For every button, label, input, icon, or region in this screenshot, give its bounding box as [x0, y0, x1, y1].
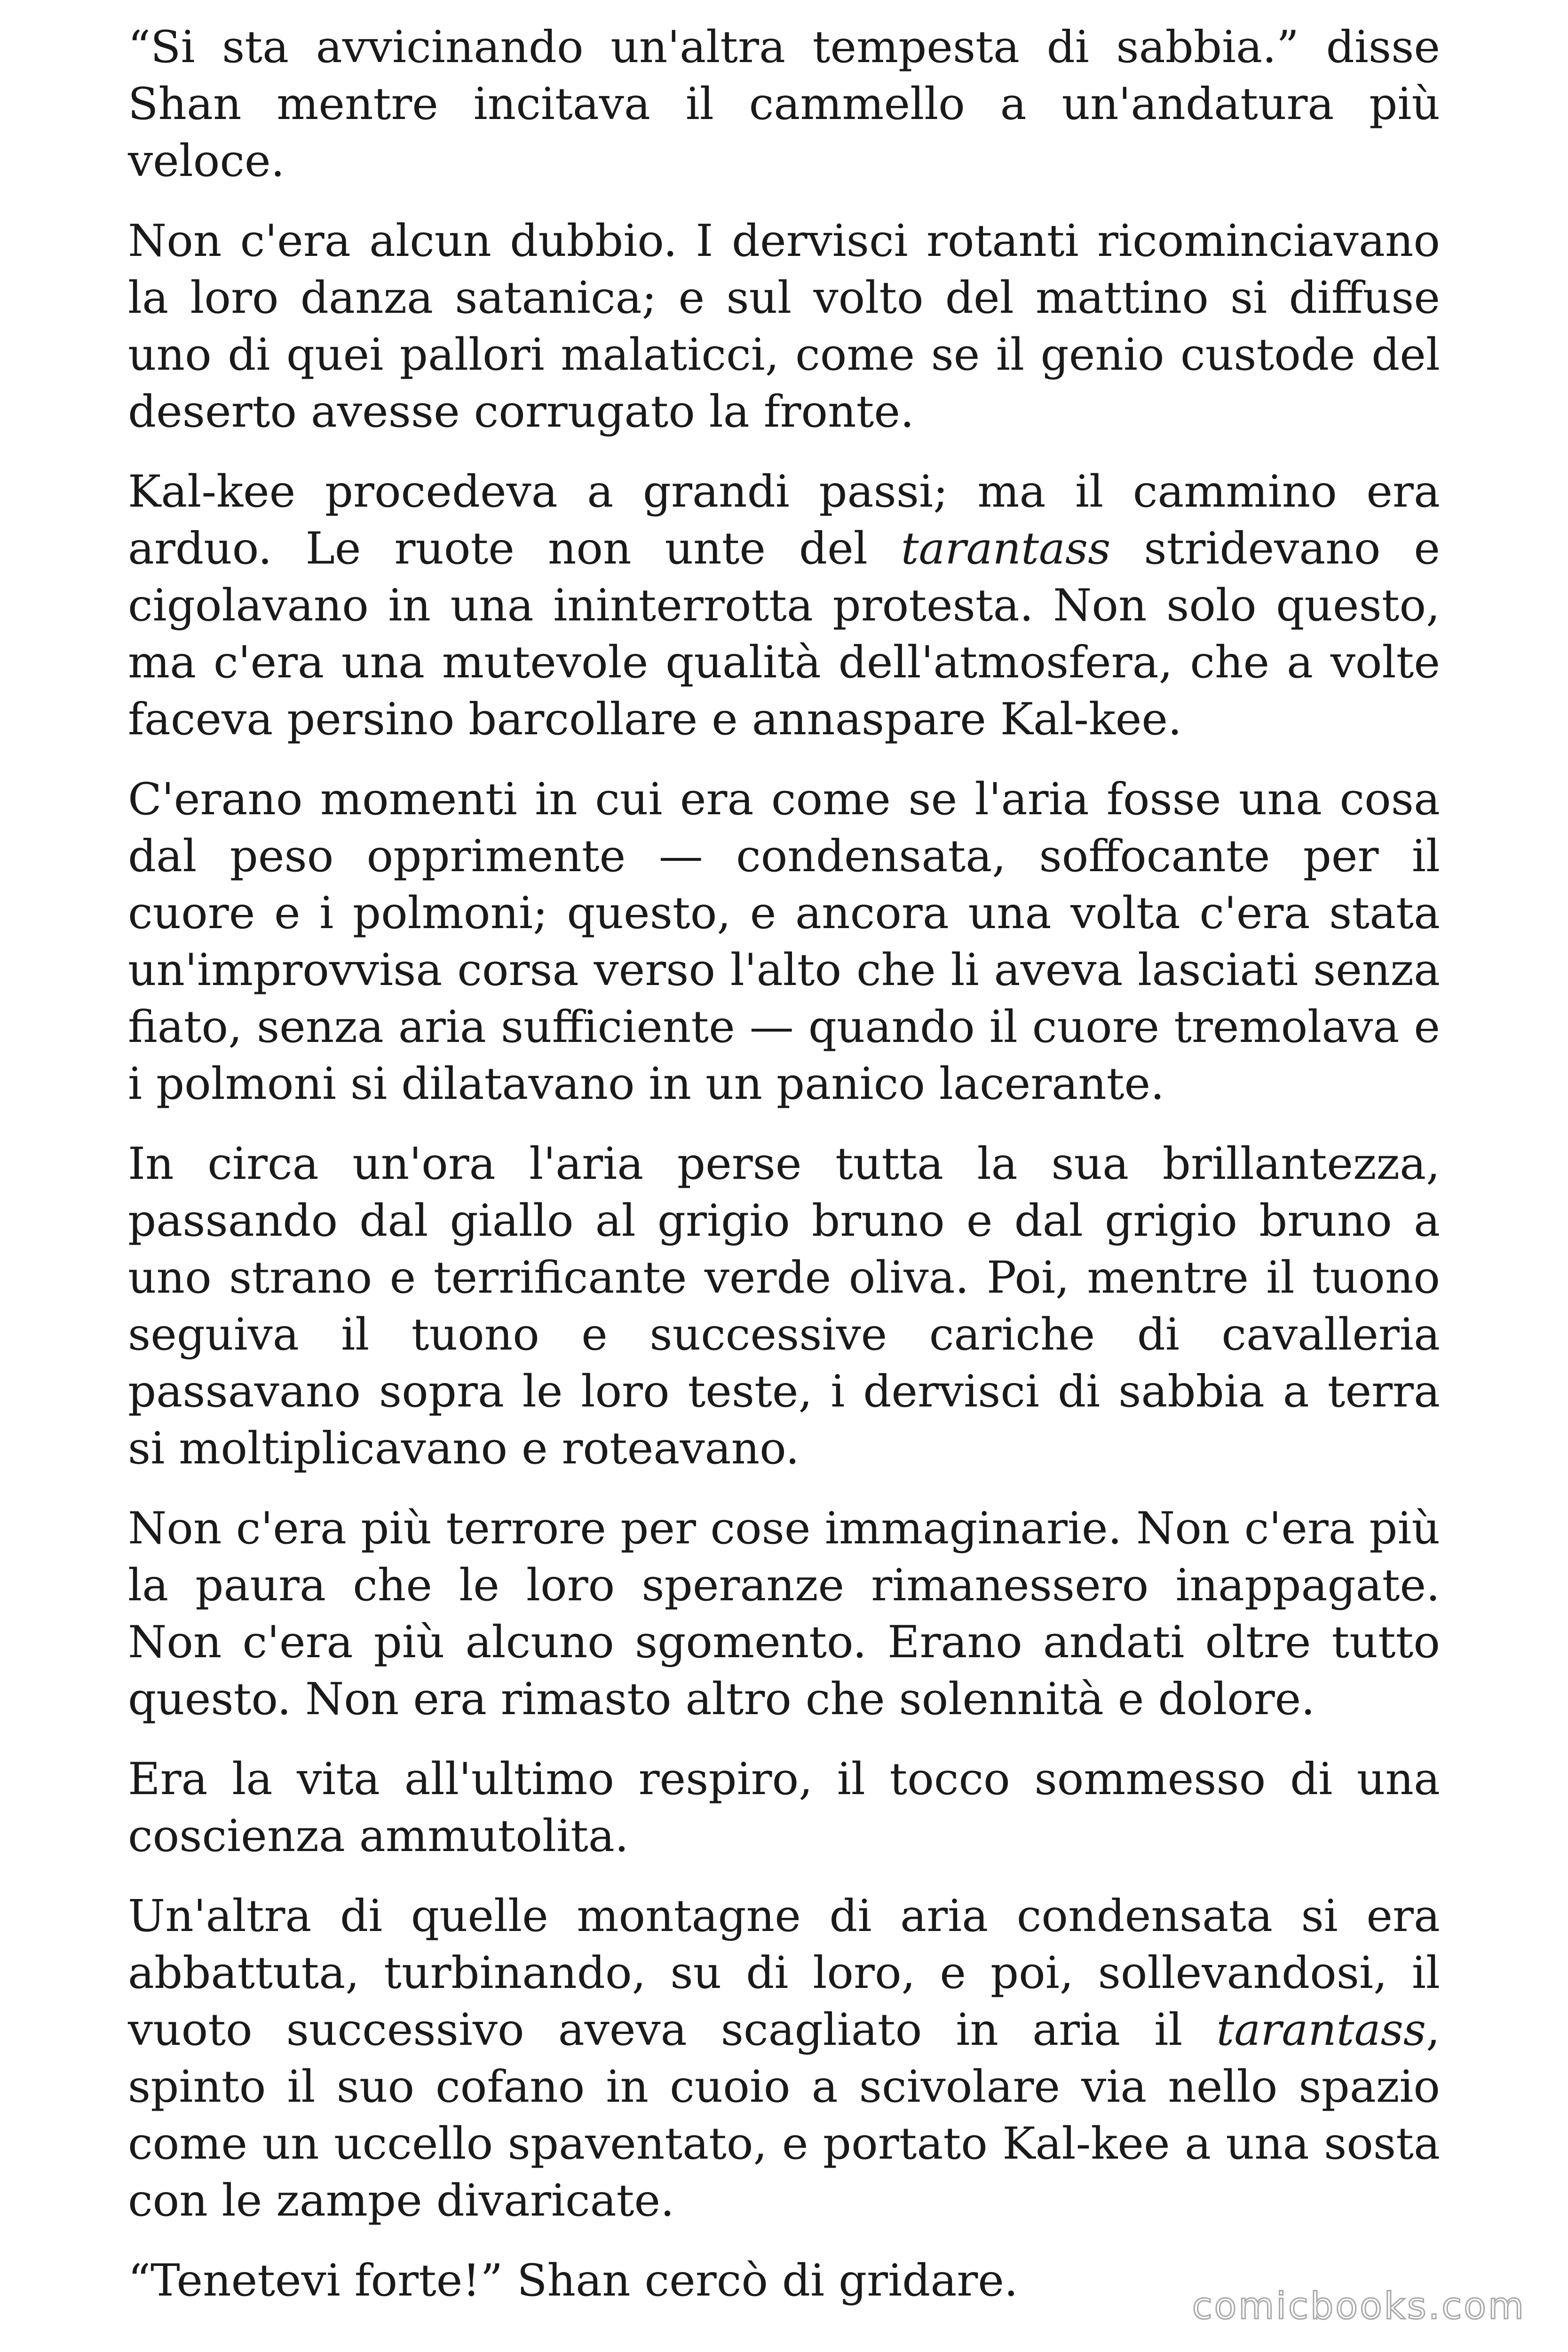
paragraph [128, 1751, 1440, 1865]
paragraph-text: Kal-kee procedeva a grandi passi; ma il cammino era arduo. Le ruote non unte del [128, 466, 1440, 574]
paragraph [128, 1500, 1440, 1728]
body-text [128, 19, 1440, 2309]
paragraph [128, 19, 1440, 190]
paragraph-text: , spinto il suo cofano in cuoio a scivolare via nello spazio come un uccello spaventato, e portato Kal-kee a una sosta con le zampe divaricate. [128, 2004, 1440, 2226]
paragraph [128, 213, 1440, 440]
paragraph-text: Un'altra di quelle montagne di aria condensata si era abbattuta, turbinando, su di loro, e poi, sollevandosi, il vuoto successivo aveva scagliato in aria il [128, 1891, 1440, 2056]
paragraph [128, 463, 1440, 748]
paragraph-text: C'erano momenti in cui era come se l'aria fosse una cosa dal peso opprimente — condensata, soffocante per il cuore e i polmoni; questo, e ancora una volta c'era stata un'improvvisa corsa verso l'alto che li aveva lasciati senza fiato, senza aria sufficiente — quando il cuore tremolava e i polmoni si dilatavano in un panico lacerante. [128, 774, 1440, 1110]
paragraph-text: “Tenetevi forte!” Shan cercò di gridare. [128, 2255, 1018, 2306]
italic-term: tarantass [1216, 2004, 1426, 2056]
paragraph-text: “Si sta avvicinando un'altra tempesta di sabbia.” disse Shan mentre incitava il cammello a un'andatura più veloce. [128, 22, 1440, 187]
paragraph [128, 1136, 1440, 1477]
paragraph-text: stridevano e cigolavano in una ininterrotta protesta. Non solo questo, ma c'era una mutevole qualità dell'atmosfera, che a volte faceva persino barcollare e annaspare Kal-kee. [128, 523, 1440, 745]
paragraph-text: Non c'era più terrore per cose immaginarie. Non c'era più la paura che le loro speranze rimanessero inappagate. Non c'era più alcuno sgomento. Erano andati oltre tutto questo. Non era rimasto altro che solennità e dolore. [128, 1503, 1440, 1725]
paragraph [128, 771, 1440, 1112]
italic-term: tarantass [901, 523, 1111, 574]
paragraph-text: Non c'era alcun dubbio. I dervisci rotanti ricominciavano la loro danza satanica; e sul volto del mattino si diffuse uno di quei pallori malaticci, come se il genio custode del deserto avesse corrugato la fronte. [128, 215, 1440, 437]
paragraph [128, 1888, 1440, 2229]
paragraph-text: In circa un'ora l'aria perse tutta la sua brillantezza, passando dal giallo al grigio bruno e dal grigio bruno a uno strano e terrificante verde oliva. Poi, mentre il tuono seguiva il tuono e successive cariche di cavalleria passavano sopra le loro teste, i dervisci di sabbia a terra si moltiplicavano e roteavano. [128, 1138, 1440, 1474]
watermark: comicbooks.com [1192, 2285, 1526, 2328]
paragraph-text: Era la vita all'ultimo respiro, il tocco sommesso di una coscienza ammutolita. [128, 1754, 1440, 1862]
